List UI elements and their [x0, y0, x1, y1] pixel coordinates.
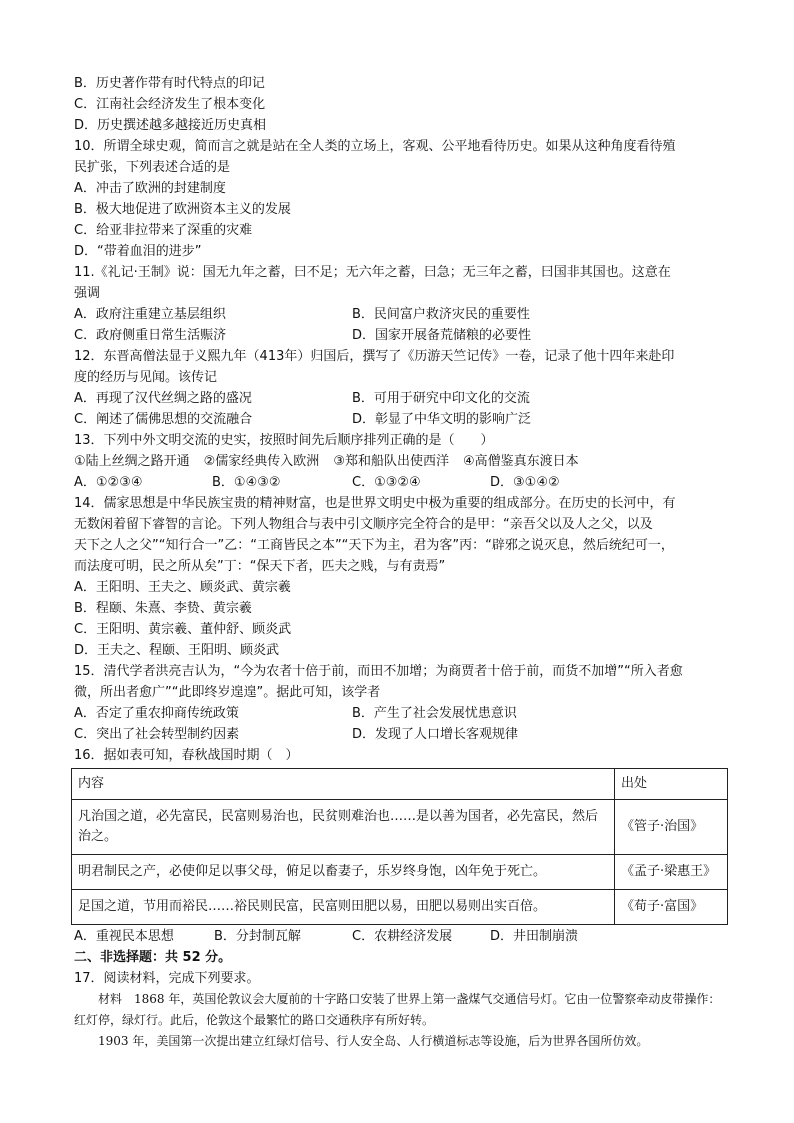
q15-option-b[interactable]: B．产生了社会发展忧患意识: [352, 706, 517, 721]
q13-item-1: ①陆上丝绸之路开通: [74, 454, 190, 469]
table-header-row: [72, 769, 728, 800]
q15-options-row1: [74, 703, 726, 724]
section-heading: 二、非选择题：共 52 分。: [74, 950, 232, 965]
q12-option-a[interactable]: A．再现了汉代丝绸之路的盛况: [74, 391, 252, 406]
q15-stem-line1: 15．清代学者洪亮吉认为，“今为农者十倍于前，而田不加增；为商贾者十倍于前，而货不加增”“所入者愈: [74, 664, 683, 679]
table-row: [72, 890, 728, 925]
q10-option-a[interactable]: A．冲击了欧洲的封建制度: [74, 181, 226, 196]
table-cell-content: 足国之道，节用而裕民……裕民则民富，民富则田肥以易，田肥以易则出实百倍。: [72, 890, 615, 925]
q12-options-row1: [74, 388, 726, 409]
q11-options-row1: [74, 304, 726, 325]
q16-option-c[interactable]: C．农耕经济发展: [352, 929, 453, 944]
q13-option-b[interactable]: B．①④③②: [212, 475, 281, 490]
q13-items: [74, 451, 726, 472]
q14-option-c[interactable]: C．王阳明、黄宗羲、董仲舒、顾炎武: [74, 622, 292, 637]
q14-option-b[interactable]: B．程颐、朱熹、李贽、黄宗羲: [74, 601, 252, 616]
q10-option-c[interactable]: C．给亚非拉带来了深重的灾难: [74, 223, 253, 238]
q16-stem: 16．据如表可知，春秋战国时期（ ）: [74, 748, 299, 763]
q16-option-d[interactable]: D．井田制崩溃: [490, 929, 579, 944]
exam-page: [74, 73, 726, 1052]
q11-option-a[interactable]: A．政府注重建立基层组织: [74, 307, 226, 322]
q15-option-a[interactable]: A．否定了重农抑商传统政策: [74, 706, 239, 721]
q11-option-d[interactable]: D．国家开展备荒储粮的必要性: [352, 328, 532, 343]
table-header-content: 内容: [72, 769, 615, 800]
q14-stem-line2: 无数闲着留下睿智的言论。下列人物组合与表中引文顺序完全符合的是甲：“亲吾父以及人之父，以及: [74, 517, 653, 532]
q13-item-4: ④高僧鉴真东渡日本: [462, 454, 579, 469]
table-row: [72, 855, 728, 890]
q13-options: [74, 472, 726, 493]
q17-material-1: 材料 1868 年，英国伦敦议会大厦前的十字路口安装了世界上第一盏煤气交通信号灯。它由一位警察牵动皮带操作：红灯停，绿灯行。此后，伦敦这个最繁忙的路口交通秩序有所好转。: [74, 992, 721, 1027]
q17-material-2: 1903 年，美国第一次提出建立红绿灯信号、行人安全岛、人行横道标志等设施，后为世界各国所仿效。: [98, 1034, 649, 1048]
q12-stem-line1: 12．东晋高僧法显于义熙九年（413年）归国后，撰写了《历游天竺记传》一卷，记录了他十四年来赴印: [74, 349, 675, 364]
table-cell-content: 凡治国之道，必先富民，民富则易治也，民贫则难治也……是以善为国者，必先富民，然后治之。: [72, 800, 615, 855]
table-cell-source: 《孟子·梁惠王》: [615, 855, 728, 890]
q10-stem-line2: 民扩张，下列表述合适的是: [74, 160, 231, 175]
q13-option-a[interactable]: A．①②③④: [74, 475, 143, 490]
q12-option-c[interactable]: C．阐述了儒佛思想的交流融合: [74, 412, 253, 427]
q15-stem-line2: 微，所出者愈广”“此即终岁遑遑”。据此可知，该学者: [74, 685, 381, 700]
q11-options-row2: [74, 325, 726, 346]
q15-option-d[interactable]: D．发现了人口增长客观规律: [352, 727, 519, 742]
q12-option-b[interactable]: B．可用于研究中印文化的交流: [352, 391, 530, 406]
q10-stem-line1: 10．所谓全球史观，简而言之就是站在全人类的立场上，客观、公平地看待历史。如果从这种角度看待殖: [74, 139, 676, 154]
q12-option-d[interactable]: D．彰显了中华文明的影响广泛: [352, 412, 532, 427]
q15-options-row2: [74, 724, 726, 745]
table-cell-source: 《管子·治国》: [615, 800, 728, 855]
q14-option-d[interactable]: D．王夫之、程颐、王阳明、顾炎武: [74, 643, 280, 658]
q12-stem-line2: 度的经历与见闻。该传记: [74, 370, 218, 385]
table-cell-source: 《荀子·富国》: [615, 890, 728, 925]
q9-option-b[interactable]: B．历史著作带有时代特点的印记: [74, 76, 265, 91]
q16-table: [71, 768, 728, 925]
q13-item-3: ③郑和船队出使西洋: [333, 454, 449, 469]
table-row: [72, 800, 728, 855]
table-cell-content: 明君制民之产，必使仰足以事父母，俯足以畜妻子，乐岁终身饱，凶年免于死亡。: [72, 855, 615, 890]
q16-option-a[interactable]: A．重视民本思想: [74, 929, 174, 944]
q13-option-d[interactable]: D．③①④②: [490, 475, 560, 490]
q15-option-c[interactable]: C．突出了社会转型制约因素: [74, 727, 240, 742]
q12-options-row2: [74, 409, 726, 430]
q16-option-b[interactable]: B．分封制瓦解: [214, 929, 301, 944]
q10-option-b[interactable]: B．极大地促进了欧洲资本主义的发展: [74, 202, 291, 217]
q14-stem-line4: 而法度可明，民之所从矣”丁：“保天下者，匹夫之贱，与有责焉”: [74, 559, 446, 574]
q14-stem-line3: 天下之人之父”“知行合一”乙：“工商皆民之本”“天下为主，君为客”丙：“辟邪之说灭息，然后统纪可一，: [74, 538, 674, 553]
q10-option-d[interactable]: D．“带着血泪的进步”: [74, 244, 202, 259]
q14-option-a[interactable]: A．王阳明、王夫之、顾炎武、黄宗羲: [74, 580, 291, 595]
q11-option-b[interactable]: B．民间富户救济灾民的重要性: [352, 307, 530, 322]
q13-option-c[interactable]: C．①③②④: [352, 475, 421, 490]
q11-stem-line1: 11.《礼记·王制》说：国无九年之蓄，曰不足；无六年之蓄，曰急；无三年之蓄，曰国非其国也。这意在: [74, 265, 671, 280]
q11-option-c[interactable]: C．政府侧重日常生活赈济: [74, 328, 227, 343]
q11-stem-line2: 强调: [74, 286, 101, 301]
q13-item-2: ②儒家经典传入欧洲: [203, 454, 320, 469]
q9-option-c[interactable]: C．江南社会经济发生了根本变化: [74, 97, 266, 112]
q16-options: [74, 926, 726, 947]
q9-option-d[interactable]: D．历史撰述越多越接近历史真相: [74, 118, 267, 133]
q14-stem-line1: 14．儒家思想是中华民族宝贵的精神财富，也是世界文明史中极为重要的组成部分。在历史的长河中，有: [74, 496, 676, 511]
q13-stem: 13．下列中外文明交流的史实，按照时间先后顺序排列正确的是（ ）: [74, 433, 494, 448]
table-header-source: 出处: [615, 769, 728, 800]
q17-stem: 17．阅读材料，完成下列要求。: [74, 971, 260, 986]
